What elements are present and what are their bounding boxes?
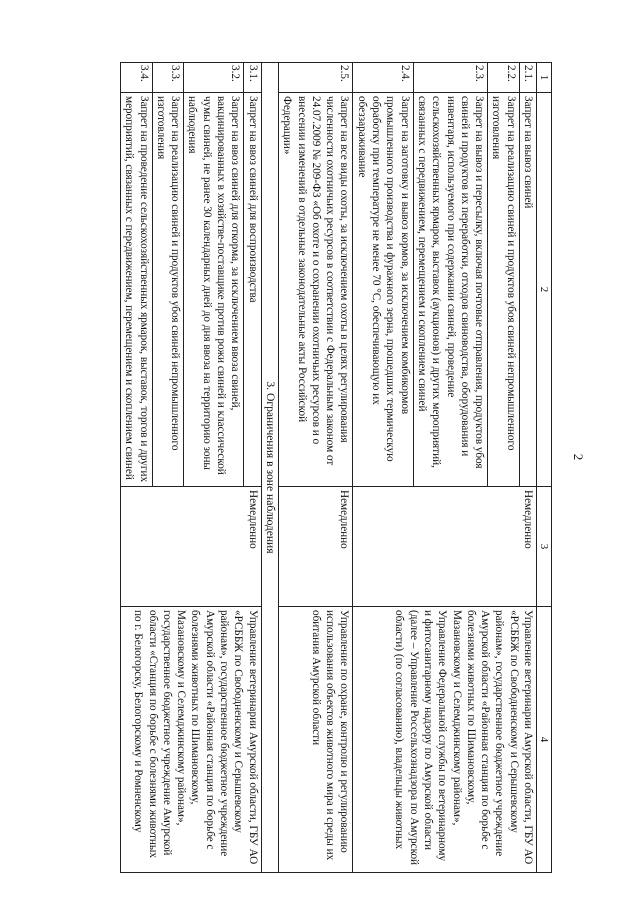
measure-text: Запрет на заготовку и вывоз кормов, за исключением комбикормов промышленного производства и фуражного зерна, прошедших термическую обработку при температуре не менее 70 °С, обеспечивающую их обеззараживание bbox=[353, 93, 413, 487]
measures-table bbox=[120, 62, 552, 873]
header-cell-3: 3 bbox=[537, 487, 552, 607]
responsible-cell: Управление по охране, контролю и регулированию использования объектов животного мира и среды их обитания Амурской области bbox=[278, 607, 352, 873]
row-number: 3.3. bbox=[152, 63, 184, 93]
row-number: 2.1. bbox=[519, 63, 536, 93]
measure-text: Запрет на ввоз свиней для откорма, за исключением ввоза свиней, вакцинированных в хозяйстве-поставщике против рожи свиней и классической чумы свиней, не ранее 30 календарных дней до дня ввоза на территорию зоны наблюдения bbox=[184, 93, 244, 487]
table-header-row bbox=[537, 63, 552, 873]
measure-text: Запрет на реализацию свиней и продуктов убоя свиней непромышленного изготовления bbox=[488, 93, 520, 487]
measure-text: Запрет на проведение сельскохозяйственных ярмарок, выставок, торгов и других мероприятий, связанных с передвижением, перемещением и скоплением свиней bbox=[120, 93, 152, 487]
row-number: 2.4. bbox=[353, 63, 413, 93]
term-cell: Немедленно bbox=[353, 487, 537, 607]
header-cell-4: 4 bbox=[537, 607, 552, 873]
row-number: 2.2. bbox=[488, 63, 520, 93]
measure-text: Запрет на ввоз свиней для воспроизводства bbox=[244, 93, 261, 487]
row-number: 3.4. bbox=[120, 63, 152, 93]
table-row bbox=[244, 63, 261, 873]
measure-text: Запрет на реализацию свиней и продуктов убоя свиней непромышленного изготовления bbox=[152, 93, 184, 487]
header-cell-1: 1 bbox=[537, 63, 552, 93]
row-number: 3.1. bbox=[244, 63, 261, 93]
term-cell: Немедленно bbox=[278, 487, 352, 607]
measure-text: Запрет на вывоз и пересылку, включая почтовые отправления, продуктов убоя свиней и продуктов их переработки, отходов свиноводства, оборудования и инвентаря, используемого при содержании свиней, проведение сельскохозяйственных ярмарок, выставок (аукционов) и других мероприятий, связанных с передвижением, перемещением и скоплением свиней bbox=[413, 93, 487, 487]
section-title: 3. Ограничения в зоне наблюдения bbox=[261, 63, 278, 873]
term-cell: Немедленно bbox=[120, 487, 261, 607]
measure-text: Запрет на все виды охоты, за исключением охоты в целях регулирования численности охотничьих ресурсов в соответствии с Федеральным законом от 24.07.2009 № 209-ФЗ «Об охоте и о сохранении охотничьих ресурсов и о внесении изменений в отдельные законодательные акты Российской Федерации» bbox=[278, 93, 352, 487]
row-number: 3.2. bbox=[184, 63, 244, 93]
row-number: 2.5. bbox=[278, 63, 352, 93]
responsible-cell: Управление ветеринарии Амурской области, ГБУ АО «РСББЖ по Свободненскому и Серышевскому районам», государственное бюджетное учреждение Амурской области «Районная станция по борьбе с болезнями животных по Шимановскому, Мазановскому и Селемджинскому районам», Управление Федеральной службы по ветеринарному и фитосанитарному надзору по Амурской области (далее – Управление Россельхознадзора по Амурской области) (по согласованию), владельцы животных bbox=[353, 607, 537, 873]
table-row bbox=[278, 63, 352, 873]
table-row bbox=[519, 63, 536, 873]
measure-text: Запрет на вывоз свиней bbox=[519, 93, 536, 487]
row-number: 2.3. bbox=[413, 63, 487, 93]
header-cell-2: 2 bbox=[537, 93, 552, 487]
page-number: 2 bbox=[571, 453, 586, 461]
rotated-table-area bbox=[78, 62, 552, 872]
section-heading-row bbox=[261, 63, 278, 873]
responsible-cell: Управление ветеринарии Амурской области, ГБУ АО «РСББЖ по Свободненскому и Серышевскому районам», государственное бюджетное учреждение Амурской области «Районная станция по борьбе с болезнями животных по Шимановскому, Мазановскому и Селемджинскому районам», государственное бюджетное учреждение Амурской области «Станция по борьбе с болезнями животных по г. Белогорску, Белогорскому и Ромненскому bbox=[120, 607, 261, 873]
